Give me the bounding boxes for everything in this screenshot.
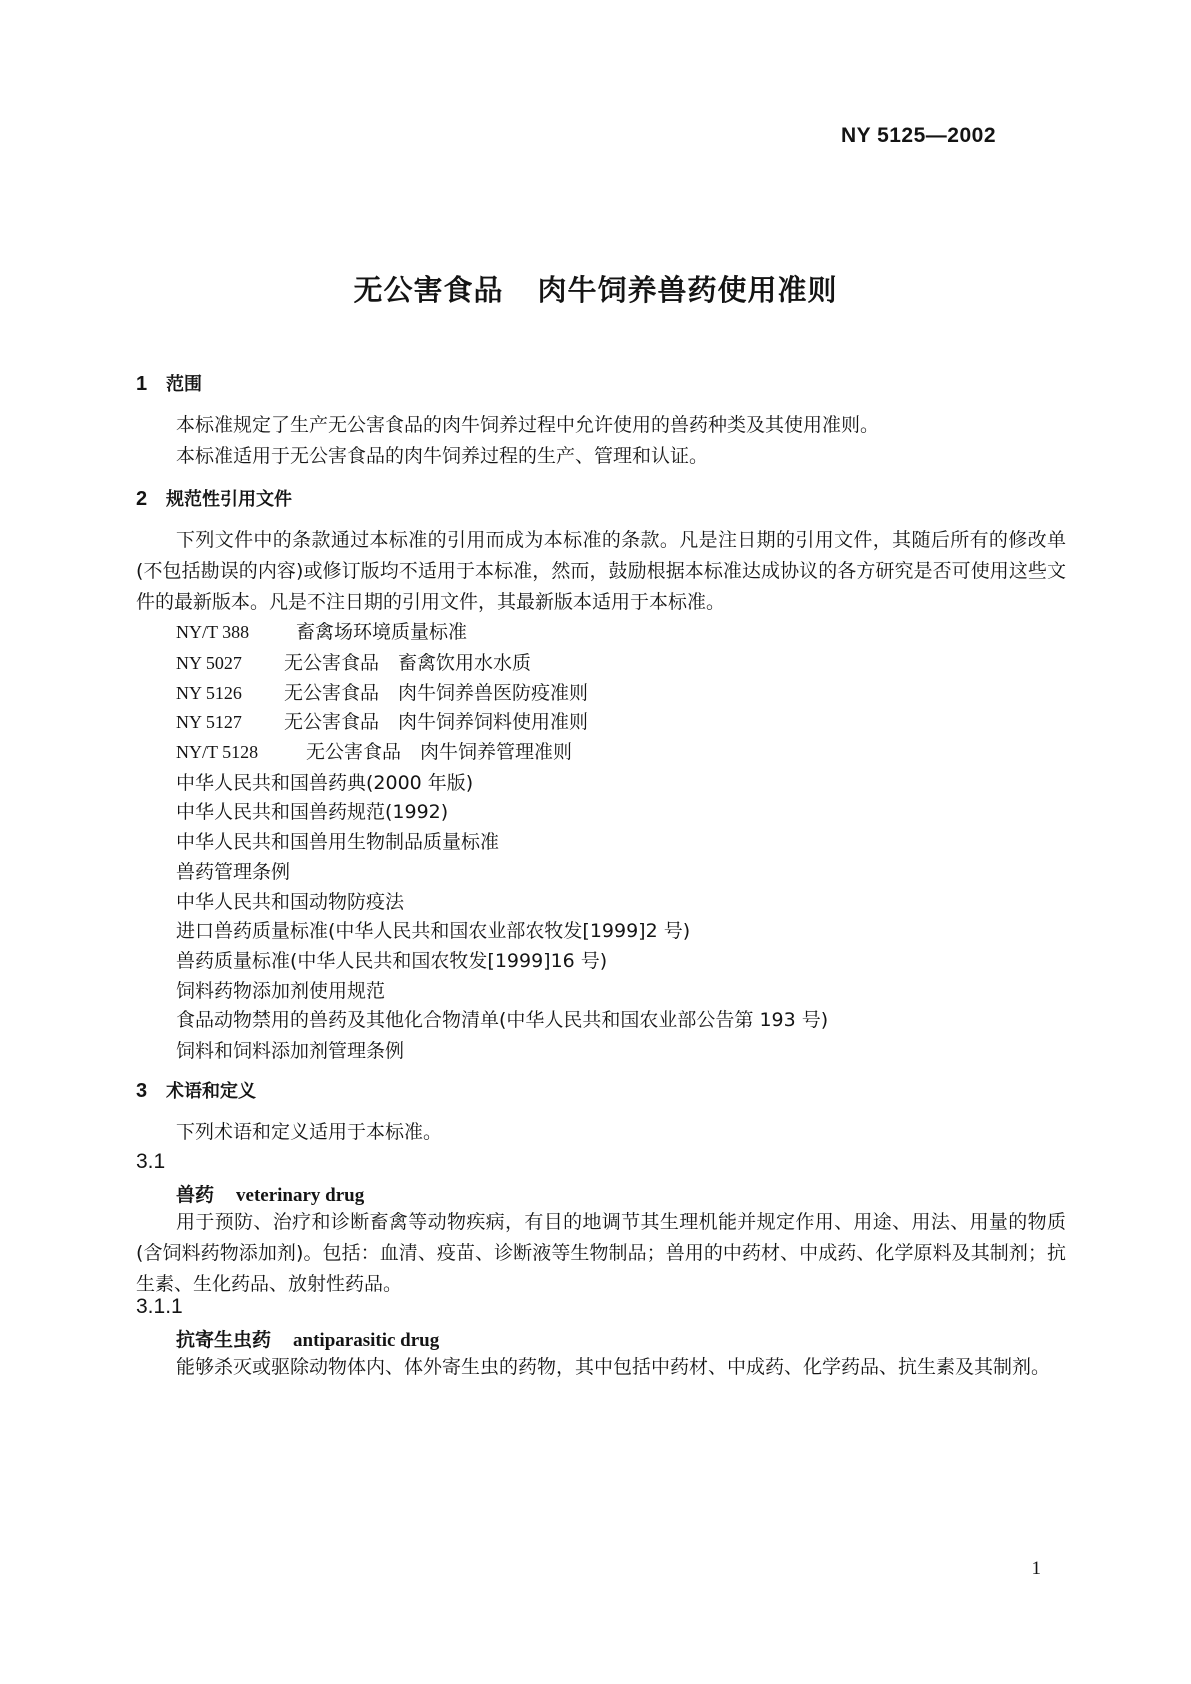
doc-item: 中华人民共和国兽药典(2000 年版) — [176, 772, 474, 794]
ref-title: 无公害食品 肉牛饲养管理准则 — [306, 741, 573, 763]
ref-title: 无公害食品 肉牛饲养饲料使用准则 — [284, 711, 589, 733]
ref-title: 无公害食品 畜禽饮用水水质 — [284, 652, 532, 674]
term-definition: 能够杀灭或驱除动物体内、体外寄生虫的药物，其中包括中药材、中成药、化学药品、抗生素及其制剂。 — [176, 1356, 1051, 1378]
term-en: antiparasitic drug — [293, 1330, 440, 1351]
section-number: 3 — [136, 1080, 148, 1102]
section-1-paragraph-1: 本标准规定了生产无公害食品的肉牛饲养过程中允许使用的兽药种类及其使用准则。 — [176, 414, 880, 436]
ref-item — [176, 707, 588, 734]
section-number: 1 — [136, 373, 148, 395]
section-3-heading — [136, 1077, 256, 1103]
ref-code: NY 5126 — [176, 683, 242, 703]
ref-code: NY 5027 — [176, 653, 242, 673]
section-number: 2 — [136, 488, 148, 510]
term-number: 3.1.1 — [136, 1295, 183, 1318]
term-heading — [176, 1325, 439, 1352]
term-cn: 抗寄生虫药 — [176, 1329, 272, 1351]
term-heading — [176, 1180, 364, 1207]
title-part2: 肉牛饲养兽药使用准则 — [537, 273, 838, 307]
title-part1: 无公害食品 — [353, 273, 504, 307]
doc-item: 中华人民共和国兽药规范(1992) — [176, 801, 449, 823]
ref-code: NY/T 5128 — [176, 742, 259, 762]
doc-item: 兽药质量标准(中华人民共和国农牧发[1999]16 号) — [176, 950, 608, 972]
page-title — [0, 268, 1191, 309]
doc-item: 兽药管理条例 — [176, 861, 291, 883]
doc-item: 中华人民共和国动物防疫法 — [176, 891, 405, 913]
standard-code: NY 5125—2002 — [840, 124, 996, 147]
section-1-heading — [136, 370, 202, 396]
ref-item — [176, 617, 467, 644]
doc-item: 饲料药物添加剂使用规范 — [176, 980, 386, 1002]
section-title: 规范性引用文件 — [166, 489, 292, 510]
ref-title: 无公害食品 肉牛饲养兽医防疫准则 — [284, 682, 589, 704]
term-number: 3.1 — [136, 1150, 166, 1173]
section-2-heading — [136, 485, 292, 511]
section-3-intro: 下列术语和定义适用于本标准。 — [176, 1121, 443, 1143]
ref-code: NY/T 388 — [176, 622, 250, 642]
ref-item — [176, 648, 531, 675]
ref-item — [176, 737, 572, 764]
term-en: veterinary drug — [236, 1185, 365, 1206]
term-cn: 兽药 — [176, 1184, 215, 1206]
page-number: 1 — [1031, 1558, 1041, 1579]
ref-code: NY 5127 — [176, 712, 242, 732]
doc-item: 进口兽药质量标准(中华人民共和国农业部农牧发[1999]2 号) — [176, 920, 691, 942]
section-2-intro: 下列文件中的条款通过本标准的引用而成为本标准的条款。凡是注日期的引用文件，其随后所有的修改单(不包括勘误的内容)或修订版均不适用于本标准，然而，鼓励根据本标准达成协议的各方研究是否可使用这些文件的最新版本。凡是不注日期的引用文件，其最新版本适用于本标准。 — [136, 529, 1066, 613]
doc-item: 饲料和饲料添加剂管理条例 — [176, 1040, 405, 1062]
section-title: 范围 — [166, 374, 202, 395]
term-definition: 用于预防、治疗和诊断畜禽等动物疾病，有目的地调节其生理机能并规定作用、用途、用法、用量的物质(含饲料药物添加剂)。包括：血清、疫苗、诊断液等生物制品；兽用的中药材、中成药、化学原料及其制剂；抗生素、生化药品、放射性药品。 — [136, 1211, 1066, 1295]
doc-item: 食品动物禁用的兽药及其他化合物清单(中华人民共和国农业部公告第 193 号) — [176, 1009, 829, 1031]
ref-item — [176, 678, 588, 705]
doc-item: 中华人民共和国兽用生物制品质量标准 — [176, 831, 500, 853]
section-1-paragraph-2: 本标准适用于无公害食品的肉牛饲养过程的生产、管理和认证。 — [176, 445, 709, 467]
section-title: 术语和定义 — [166, 1081, 256, 1102]
ref-title: 畜禽场环境质量标准 — [296, 621, 468, 643]
